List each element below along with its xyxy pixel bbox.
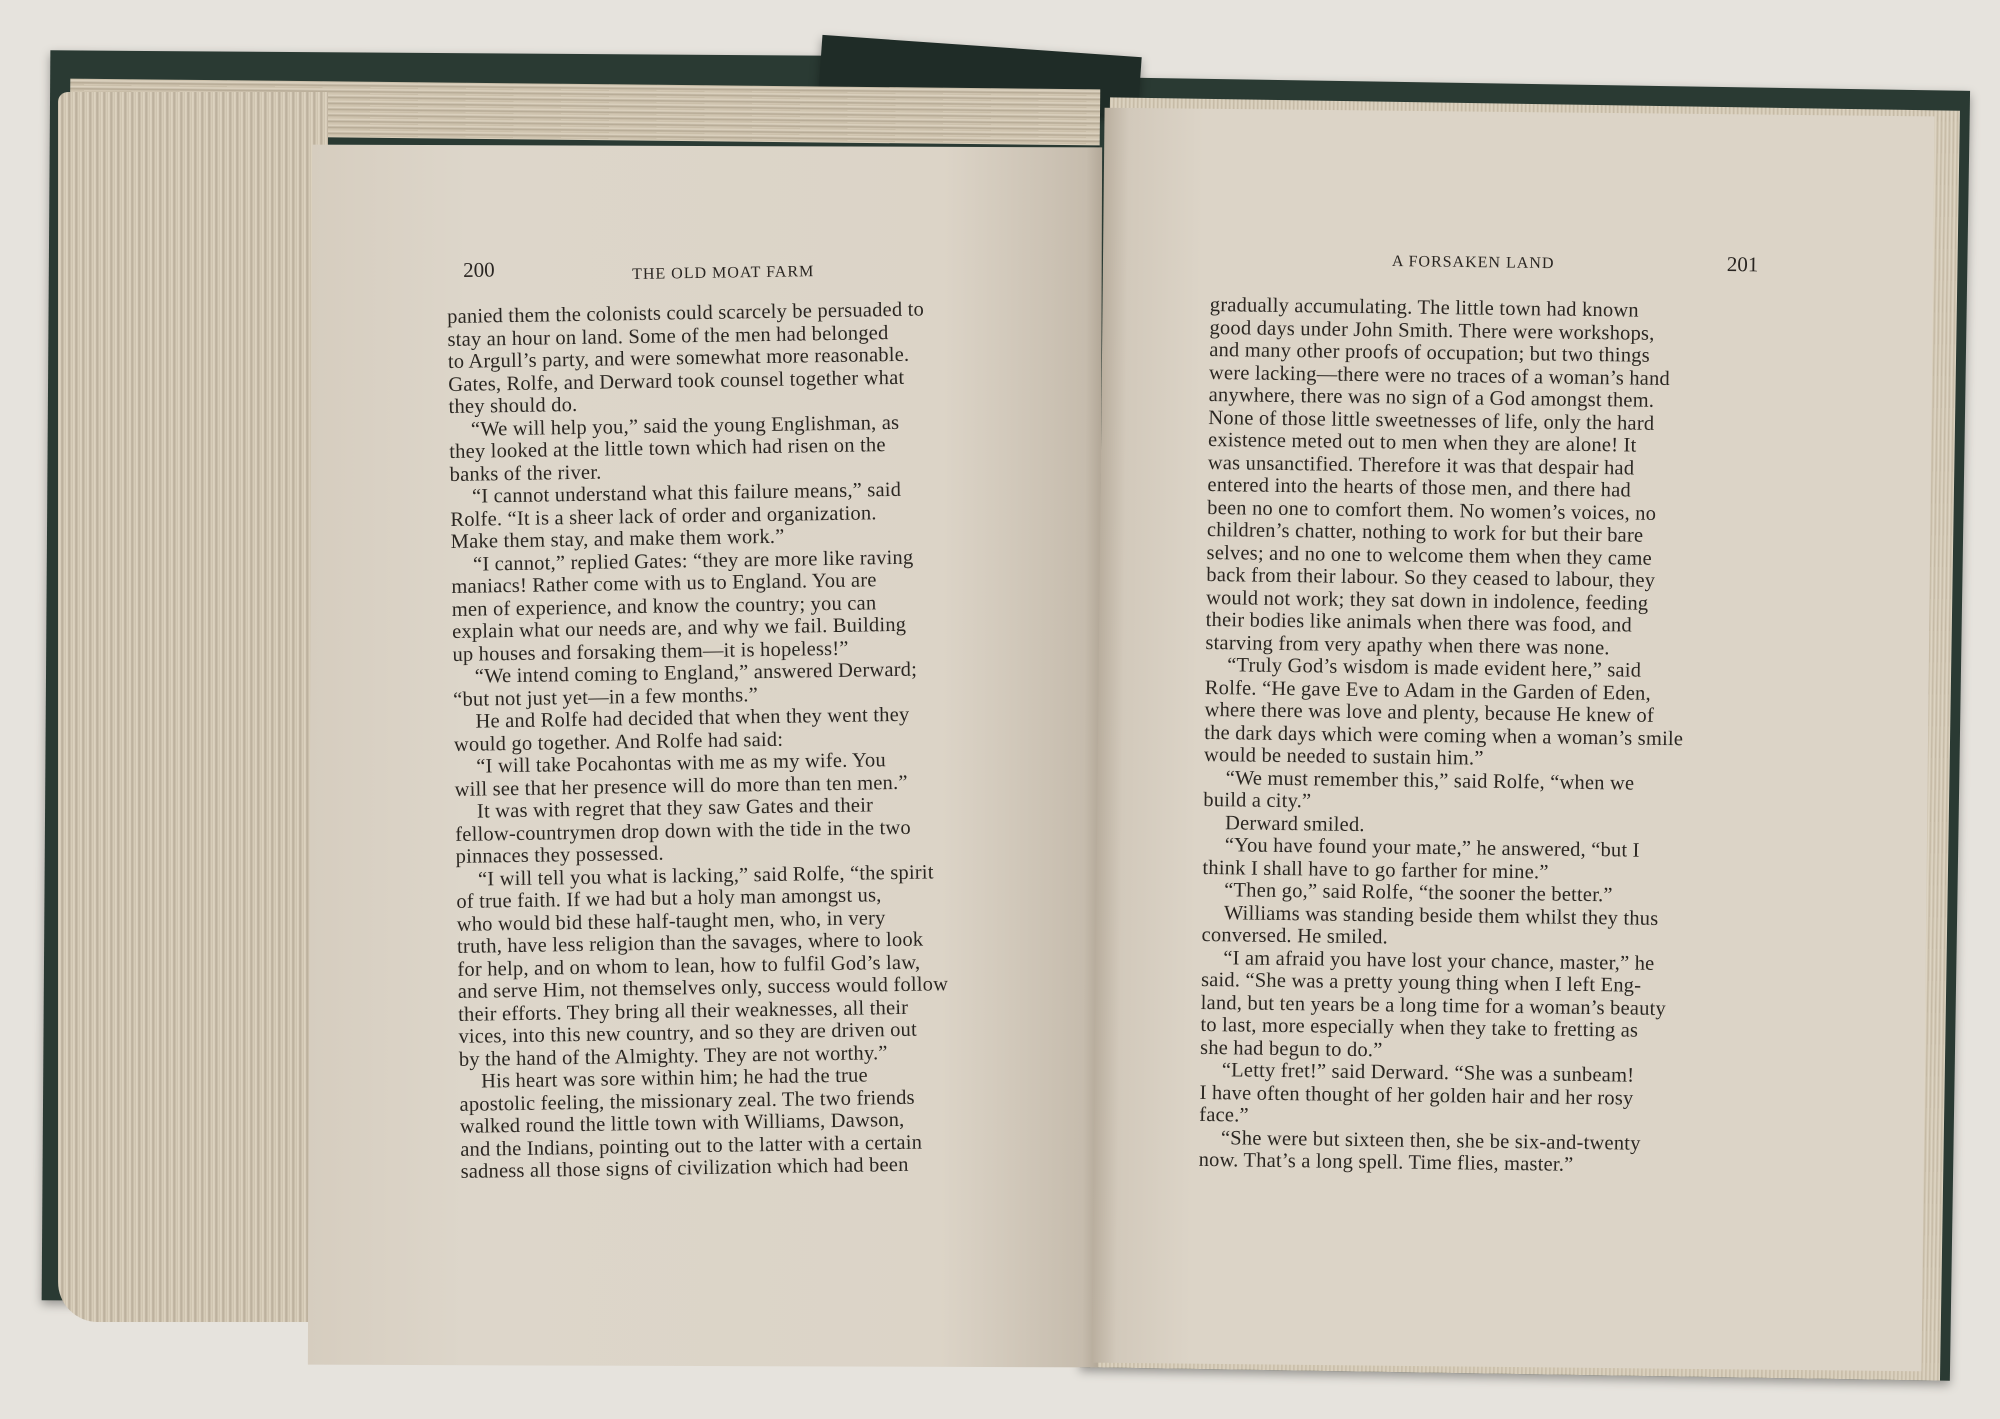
text-line: “Truly God’s wisdom is made evident here,” said xyxy=(1226,654,1642,682)
text-line: they looked at the little town which had risen on the xyxy=(449,434,886,463)
text-line: good days under John Smith. There were workshops, xyxy=(1209,316,1655,345)
text-line: now. That’s a long spell. Time flies, master.” xyxy=(1198,1148,1574,1176)
text-line: truth, have less religion than the savages, where to look xyxy=(456,928,924,958)
text-line: and many other proofs of occupation; but two things xyxy=(1209,338,1650,367)
text-line: was unsanctified. Therefore it was that despair had xyxy=(1207,451,1635,480)
text-line: she had begun to do.” xyxy=(1199,1036,1383,1061)
text-line: children’s chatter, nothing to work for but their bare xyxy=(1206,518,1644,547)
text-line: It was with regret that they saw Gates and their xyxy=(476,794,874,823)
text-line: explain what our needs are, and why we fail. Building xyxy=(451,613,907,643)
text-line: starving from very apathy when there was none. xyxy=(1205,631,1610,659)
left-page-body xyxy=(447,297,1021,1183)
text-line: for help, and on whom to lean, how to fulfil God’s law, xyxy=(457,951,921,981)
page-block-left-edges xyxy=(58,92,328,1322)
text-line: men of experience, and know the country; you can xyxy=(451,591,877,621)
text-line: would go together. And Rolfe had said: xyxy=(453,728,784,756)
text-line: to last, more especially when they take to fretting as xyxy=(1200,1013,1639,1042)
text-line: “You have found your mate,” he answered, “but I xyxy=(1224,834,1640,862)
text-line: sadness all those signs of civilization which had been xyxy=(460,1153,909,1183)
text-line: said. “She was a pretty young thing when I left Eng- xyxy=(1200,968,1642,997)
text-line: “I cannot understand what this failure means,” said xyxy=(471,478,902,508)
text-line: banks of the river. xyxy=(449,461,602,486)
text-line: “Letty fret!” said Derward. “She was a sunbeam! xyxy=(1221,1059,1635,1087)
text-line: I have often thought of her golden hair and her rosy xyxy=(1199,1081,1634,1110)
text-line: their efforts. They bring all their weaknesses, all their xyxy=(457,996,909,1026)
text-line: who would bid these half-taught men, who, in very xyxy=(456,906,886,936)
text-line: Williams was standing beside them whilst they thus xyxy=(1223,901,1659,930)
text-line: selves; and no one to welcome them when they came xyxy=(1206,541,1653,570)
text-line: His heart was sore within him; he had the true xyxy=(481,1064,868,1093)
text-line: “I cannot,” replied Gates: “they are more like raving xyxy=(472,546,914,576)
text-line: to Argull’s party, and were somewhat more reasonable. xyxy=(447,343,910,373)
text-line: where there was love and plenty, because He knew of xyxy=(1204,698,1655,727)
text-line: up houses and forsaking them—it is hopeless!” xyxy=(452,637,849,666)
text-line: Derward smiled. xyxy=(1224,811,1365,836)
text-line: walked round the little town with Williams, Dawson, xyxy=(459,1108,905,1138)
text-line: “We must remember this,” said Rolfe, “when we xyxy=(1225,766,1635,795)
text-line: will see that her presence will do more than ten men.” xyxy=(454,771,908,801)
text-line: apostolic feeling, the missionary zeal. The two friends xyxy=(459,1086,915,1116)
text-line: back from their labour. So they ceased to labour, they xyxy=(1206,563,1656,592)
text-line: panied them the colonists could scarcely be persuaded to xyxy=(447,298,925,328)
text-line: “She were but sixteen then, she be six-and-twenty xyxy=(1220,1126,1641,1155)
text-line: Rolfe. “It is a sheer lack of order and organization. xyxy=(450,501,877,531)
text-line: build a city.” xyxy=(1203,788,1312,813)
text-line: by the hand of the Almighty. They are not worthy.” xyxy=(458,1041,888,1071)
text-line: anywhere, there was no sign of a God amongst them. xyxy=(1208,383,1655,412)
text-line: and serve Him, not themselves only, success would follow xyxy=(457,973,949,1003)
text-line: Gates, Rolfe, and Derward took counsel together what xyxy=(448,366,905,396)
text-line: fellow-countrymen drop down with the tide in the two xyxy=(455,816,912,846)
text-line: “I am afraid you have lost your chance, master,” he xyxy=(1223,946,1655,975)
text-line: “Then go,” said Rolfe, “the sooner the better.” xyxy=(1224,879,1613,907)
text-line: vices, into this new country, and so they are driven out xyxy=(458,1018,918,1048)
text-line: would be needed to sustain him.” xyxy=(1203,743,1484,770)
text-line: Rolfe. “He gave Eve to Adam in the Garden of Eden, xyxy=(1204,676,1652,705)
text-line: maniacs! Rather come with us to England. You are xyxy=(451,569,877,598)
text-line: and the Indians, pointing out to the latter with a certain xyxy=(460,1131,923,1161)
text-line: entered into the hearts of those men, and there had xyxy=(1207,473,1632,502)
text-line: they should do. xyxy=(448,393,578,418)
left-running-head: THE OLD MOAT FARM xyxy=(632,263,815,283)
text-line: stay an hour on land. Some of the men had belonged xyxy=(447,321,889,351)
text-line: “I will tell you what is lacking,” said Rolfe, “the spirit xyxy=(477,860,934,891)
text-line: their bodies like animals when there was food, and xyxy=(1205,608,1632,637)
left-page-number: 200 xyxy=(463,257,495,282)
text-line: “We will help you,” said the young Englishman, as xyxy=(470,411,900,441)
text-line: conversed. He smiled. xyxy=(1201,923,1389,949)
text-line: would not work; they sat down in indolence, feeding xyxy=(1205,586,1649,615)
text-line: were lacking—there were no traces of a woman’s hand xyxy=(1208,361,1671,390)
text-line: of true faith. If we had but a holy man amongst us, xyxy=(456,884,882,913)
text-line: existence meted out to men when they are alone! It xyxy=(1207,428,1637,457)
right-page-body xyxy=(1199,294,1770,1179)
text-line: “We intend coming to England,” answered Derward; xyxy=(474,658,918,688)
right-running-head: A FORSAKEN LAND xyxy=(1391,253,1555,273)
text-line: land, but ten years be a long time for a woman’s beauty xyxy=(1200,991,1667,1020)
right-page-number: 201 xyxy=(1726,252,1759,277)
text-line: face.” xyxy=(1199,1103,1249,1127)
text-line: been no one to comfort them. No women’s voices, no xyxy=(1207,496,1657,525)
text-line: think I shall have to go farther for mine.” xyxy=(1202,856,1549,883)
text-line: the dark days which were coming when a woman’s smile xyxy=(1204,721,1684,750)
text-line: “I will take Pocahontas with me as my wife. You xyxy=(476,749,887,778)
text-line: pinnaces they possessed. xyxy=(455,842,664,868)
text-line: gradually accumulating. The little town had known xyxy=(1209,294,1639,322)
text-line: “but not just yet—in a few months.” xyxy=(453,683,759,711)
text-line: He and Rolfe had decided that when they went they xyxy=(475,703,910,733)
text-line: Make them stay, and make them work.” xyxy=(450,525,785,553)
text-line: None of those little sweetnesses of life, only the hard xyxy=(1208,406,1655,435)
